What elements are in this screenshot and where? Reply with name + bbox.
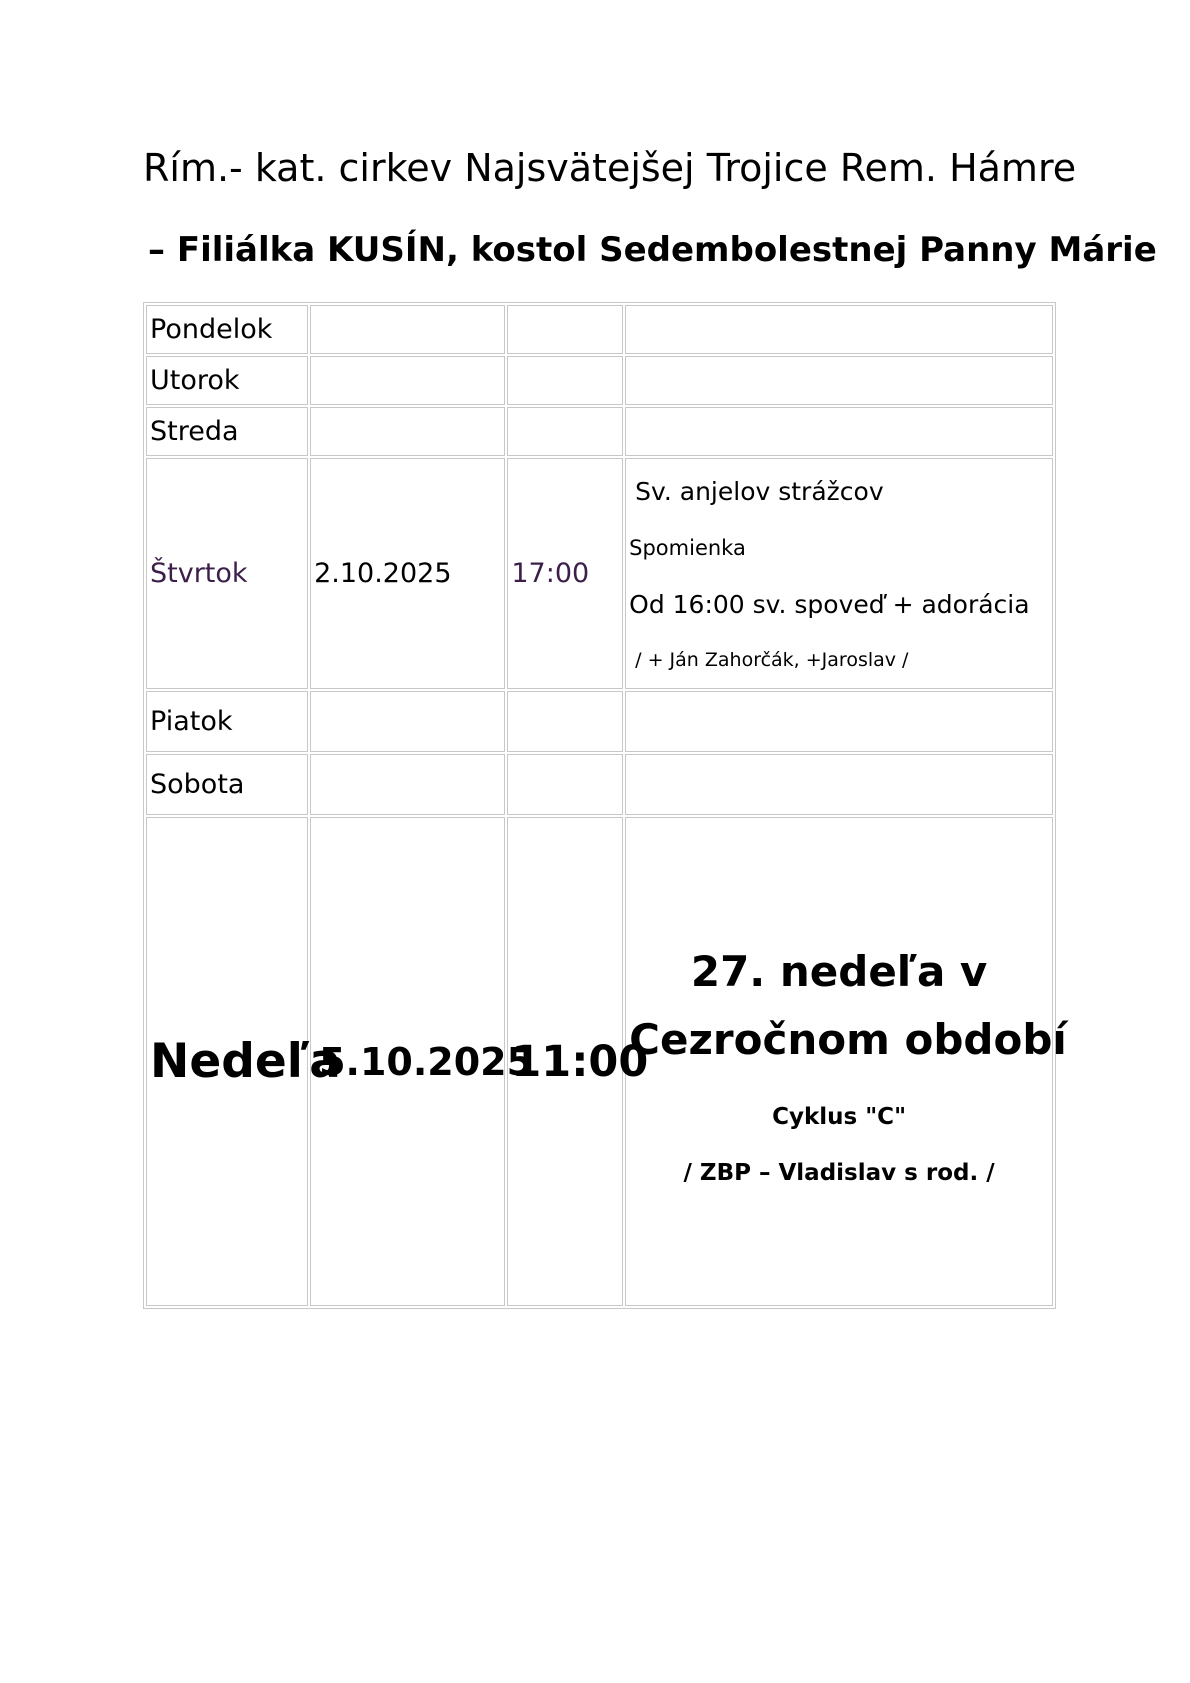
confession-note: Od 16:00 sv. spoveď + adorácia xyxy=(629,589,1030,619)
day-cell: Streda xyxy=(146,407,308,456)
date-cell: 5.10.2025 xyxy=(310,817,505,1306)
note-cell xyxy=(625,356,1053,405)
date-cell xyxy=(310,305,505,354)
date-cell xyxy=(310,754,505,815)
note-cell xyxy=(625,817,1067,1306)
day-cell: Pondelok xyxy=(146,305,308,354)
table-row-tuesday xyxy=(146,356,1053,405)
time-cell xyxy=(507,305,623,354)
day-cell: Štvrtok xyxy=(146,458,308,689)
time-cell xyxy=(507,407,623,456)
date-cell xyxy=(310,356,505,405)
table-row-sunday xyxy=(146,817,1053,1306)
sunday-title-line1: 27. nedeľa v xyxy=(690,946,988,996)
liturgical-cycle: Cyklus "C" xyxy=(772,1103,907,1130)
note-cell xyxy=(625,691,1053,752)
note-cell xyxy=(625,754,1053,815)
mass-intention: / ZBP – Vladislav s rod. / xyxy=(683,1159,995,1186)
mass-intention: / + Ján Zahorčák, +Jaroslav / xyxy=(635,648,909,671)
date-cell xyxy=(310,407,505,456)
page-subtitle: – Filiálka KUSÍN, kostol Sedembolestnej Panny Márie xyxy=(148,230,1157,270)
time-cell xyxy=(507,356,623,405)
day-cell: Piatok xyxy=(146,691,308,752)
date-cell xyxy=(310,691,505,752)
table-row-monday xyxy=(146,305,1053,354)
table-row-saturday xyxy=(146,754,1053,815)
table-row-thursday xyxy=(146,458,1053,689)
feast-title: Sv. anjelov strážcov xyxy=(635,476,884,506)
page-title: Rím.- kat. cirkev Najsvätejšej Trojice Rem. Hámre xyxy=(143,146,1077,190)
time-cell: 11:00 xyxy=(507,817,623,1306)
feast-rank: Spomienka xyxy=(629,535,746,560)
note-cell xyxy=(625,458,1053,689)
table-row-wednesday xyxy=(146,407,1053,456)
note-cell xyxy=(625,305,1053,354)
note-cell xyxy=(625,407,1053,456)
day-cell: Sobota xyxy=(146,754,308,815)
day-cell: Nedeľa xyxy=(146,817,308,1306)
date-cell: 2.10.2025 xyxy=(310,458,505,689)
mass-schedule-table xyxy=(143,302,1067,1309)
time-cell xyxy=(507,691,623,752)
sunday-title-line2: Cezročnom období xyxy=(629,1014,1067,1064)
time-cell xyxy=(507,754,623,815)
table-row-friday xyxy=(146,691,1053,752)
day-cell: Utorok xyxy=(146,356,308,405)
time-cell: 17:00 xyxy=(507,458,623,689)
